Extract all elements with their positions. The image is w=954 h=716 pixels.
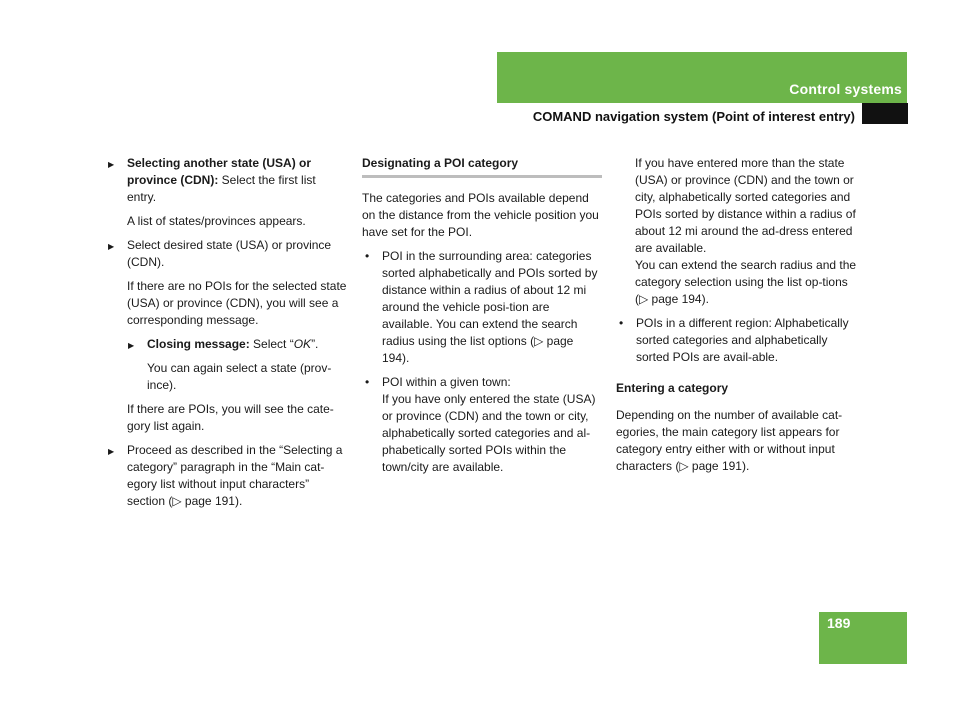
header-tab-marker bbox=[862, 103, 908, 124]
intro-paragraph: The categories and POIs available depend on the distance from the vehicle position you have set for the POI. bbox=[362, 191, 599, 239]
note-pois: If there are POIs, you will see the cate-gory list again. bbox=[127, 402, 334, 433]
column-middle bbox=[362, 155, 602, 483]
bullet-different-region: • POIs in a different region: Alphabetically sorted categories and alphabetically sorted POIs are avail-able. bbox=[616, 315, 858, 366]
heading-designating-poi-category: Designating a POI category bbox=[362, 155, 602, 178]
bullet-given-town: • POI within a given town: If you have only entered the state (USA) or province (CDN) and the town or city, alphabetically sorted categories and al-phabetically sorted POIs within the town/city are available. bbox=[362, 374, 602, 476]
entering-category-paragraph: Depending on the number of available cat-egories, the main category list appears for category entry either with or without input characters (▷ page 191). bbox=[616, 408, 843, 473]
step-closing-message: ▶ Closing message: Select “OK”. bbox=[108, 336, 348, 353]
step-note: You can again select a state (prov-ince). bbox=[147, 361, 332, 392]
column-left bbox=[108, 155, 348, 517]
step-select-another-state: ▶ Selecting another state (USA) or province (CDN): Select the first list entry. bbox=[108, 155, 348, 206]
heading-entering-category: Entering a category bbox=[616, 381, 729, 395]
step-note: A list of states/provinces appears. bbox=[127, 214, 306, 228]
section-title: Control systems bbox=[789, 81, 902, 97]
column-right bbox=[616, 155, 858, 482]
section-subtitle: COMAND navigation system (Point of interest entry) bbox=[532, 109, 855, 124]
page-number-box bbox=[819, 612, 907, 664]
step-select-state: ▶ Select desired state (USA) or province (CDN). bbox=[108, 237, 348, 271]
bullet-continuation: If you have entered more than the state (USA) or province (CDN) and the town or city, alphabetically sorted categories and POIs sorted by distance within a radius of about 12 mi around the ad-dress entered are available. You can extend the search radius and the category selection using the list op-tions (▷ page 194). bbox=[635, 156, 857, 306]
step-proceed: ▶ Proceed as described in the “Selecting a category” paragraph in the “Main cat-egory list without input characters” section (▷ page 191). bbox=[108, 442, 348, 510]
step-note: If there are no POIs for the selected state (USA) or province (CDN), you will see a corresponding message. bbox=[127, 279, 347, 327]
bullet-surrounding-area: • POI in the surrounding area: categories sorted alphabetically and POIs sorted by distance within a radius of about 12 mi around the vehicle posi-tion are available. You can extend the search radius using the list options (▷ page 194). bbox=[362, 248, 602, 367]
page-number: 189 bbox=[827, 615, 851, 631]
